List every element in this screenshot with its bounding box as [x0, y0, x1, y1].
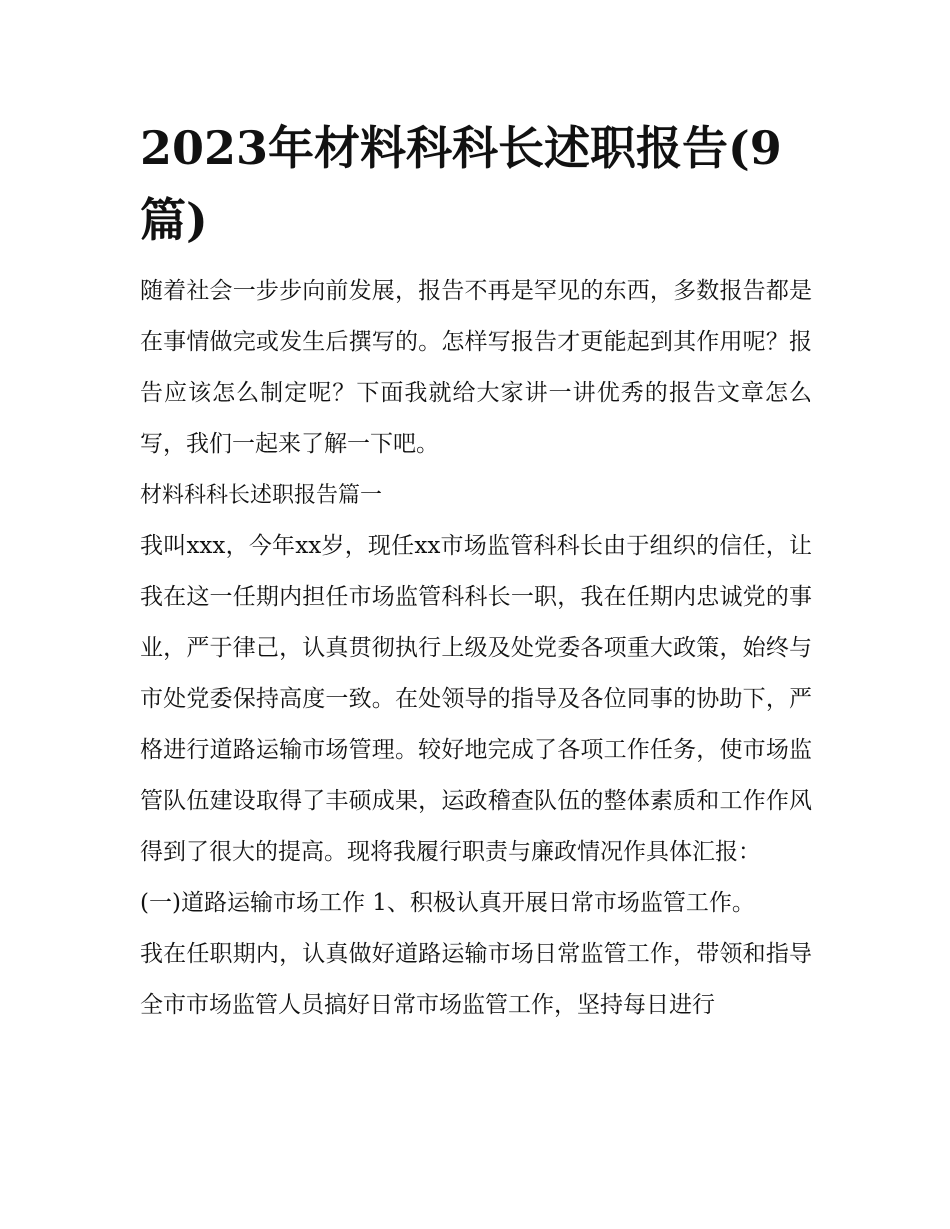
last-paragraph: 我在任职期内，认真做好道路运输市场日常监管工作，带领和指导全市市场监管人员搞好日常市场监管工作，坚持每日进行 — [140, 941, 812, 1018]
document-page — [140, 112, 812, 1031]
intro-paragraph: 随着社会一步步向前发展，报告不再是罕见的东西，多数报告都是在事情做完或发生后撰写的。怎样写报告才更能起到其作用呢？报告应该怎么制定呢？下面我就给大家讲一讲优秀的报告文章怎么写，我们一起来了解一下吧。 — [140, 278, 812, 457]
document-title: 2023年材料科科长述职报告(9篇) — [140, 121, 782, 247]
subsection-line: (一)道路运输市场工作 1、积极认真开展日常市场监管工作。 — [140, 890, 755, 916]
section-heading: 材料科科长述职报告篇一 — [140, 483, 383, 508]
body-paragraph: 我叫xxx，今年xx岁，现任xx市场监管科科长由于组织的信任，让我在这一任期内担任市场监管科科长一职，我在任期内忠诚党的事业，严于律己，认真贯彻执行上级及处党委各项重大政策，始终与市处党委保持高度一致。在处领导的指导及各位同事的协助下，严格进行道路运输市场管理。较好地完成了各项工作任务，使市场监管队伍建设取得了丰硕成果，运政稽查队伍的整体素质和工作作风得到了很大的提高。现将我履行职责与廉政情况作具体汇报： — [140, 533, 812, 865]
